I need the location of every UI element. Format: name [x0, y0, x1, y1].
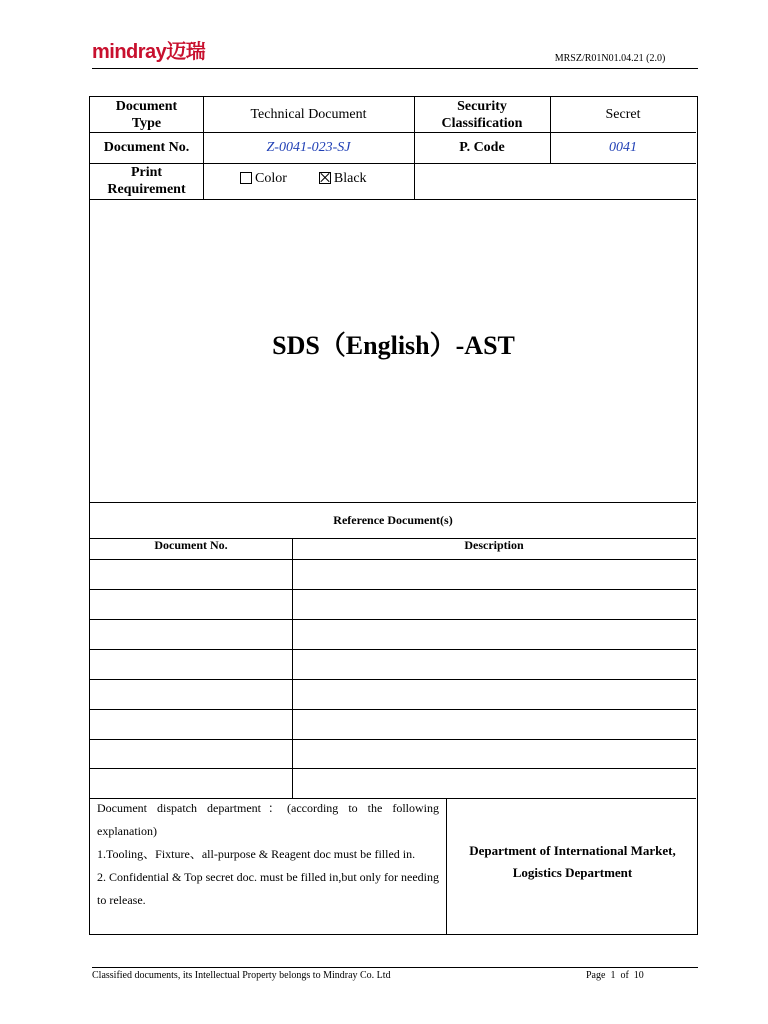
- row-divider: [90, 649, 696, 650]
- doc-type-value: Technical Document: [250, 107, 367, 122]
- security-value: Secret: [605, 107, 641, 122]
- black-checkbox-checked-icon[interactable]: [319, 172, 331, 184]
- header-rule: [92, 68, 698, 69]
- footer-copyright: Classified documents, its Intellectual Property belongs to Mindray Co. Ltd: [92, 970, 391, 981]
- security-label: Security Classification: [441, 98, 523, 131]
- print-requirement-label: Print Requirement: [107, 165, 186, 197]
- dispatch-explanation: [97, 797, 439, 912]
- doc-type-label: Document Type: [115, 98, 178, 131]
- row-divider: [90, 768, 696, 769]
- doc-no-value: Z-0041-023-SJ: [266, 140, 351, 155]
- row-divider: [90, 559, 696, 560]
- dispatch-department: [447, 840, 698, 884]
- dispatch-intro: Document dispatch department：(according to the following explanation): [97, 801, 439, 838]
- row-divider: [90, 739, 696, 740]
- black-option-label: Black: [333, 171, 367, 186]
- pcode-label: P. Code: [459, 140, 505, 155]
- color-checkbox-icon[interactable]: [240, 172, 252, 184]
- page-indicator: [586, 970, 644, 981]
- doc-reference-code: MRSZ/R01N01.04.21 (2.0): [554, 53, 666, 64]
- page-total: 10: [633, 970, 644, 981]
- doc-no-label: Document No.: [103, 140, 190, 155]
- pcode-value: 0041: [609, 140, 637, 155]
- dispatch-item-2: 2. Confidential & Top secret doc. must be filled in,but only for needing to release.: [97, 870, 439, 907]
- row-divider: [90, 199, 696, 200]
- black-option[interactable]: [319, 170, 367, 187]
- row-divider: [90, 679, 696, 680]
- row-divider: [90, 589, 696, 590]
- of-label: of: [620, 970, 629, 981]
- reference-heading: Reference Document(s): [333, 512, 453, 527]
- row-divider: [90, 709, 696, 710]
- color-option-label: Color: [255, 171, 287, 186]
- dept-line-1: Department of International Market,: [469, 843, 676, 858]
- print-options: [203, 163, 414, 194]
- dept-line-2: Logistics Department: [512, 865, 633, 880]
- ref-col-description: Description: [464, 537, 524, 552]
- row-divider: [90, 619, 696, 620]
- mindray-logo: mindray迈瑞: [92, 41, 206, 63]
- document-title: SDS（English）-AST: [272, 331, 515, 360]
- footer-rule: [92, 967, 698, 968]
- page-label: Page: [586, 970, 606, 981]
- dispatch-item-1: 1.Tooling、Fixture、all-purpose & Reagent doc must be filled in.: [97, 847, 416, 861]
- col-divider: [292, 538, 293, 798]
- ref-col-doc-no: Document No.: [154, 537, 228, 552]
- color-option[interactable]: [240, 170, 287, 187]
- page-number: 1: [610, 970, 616, 981]
